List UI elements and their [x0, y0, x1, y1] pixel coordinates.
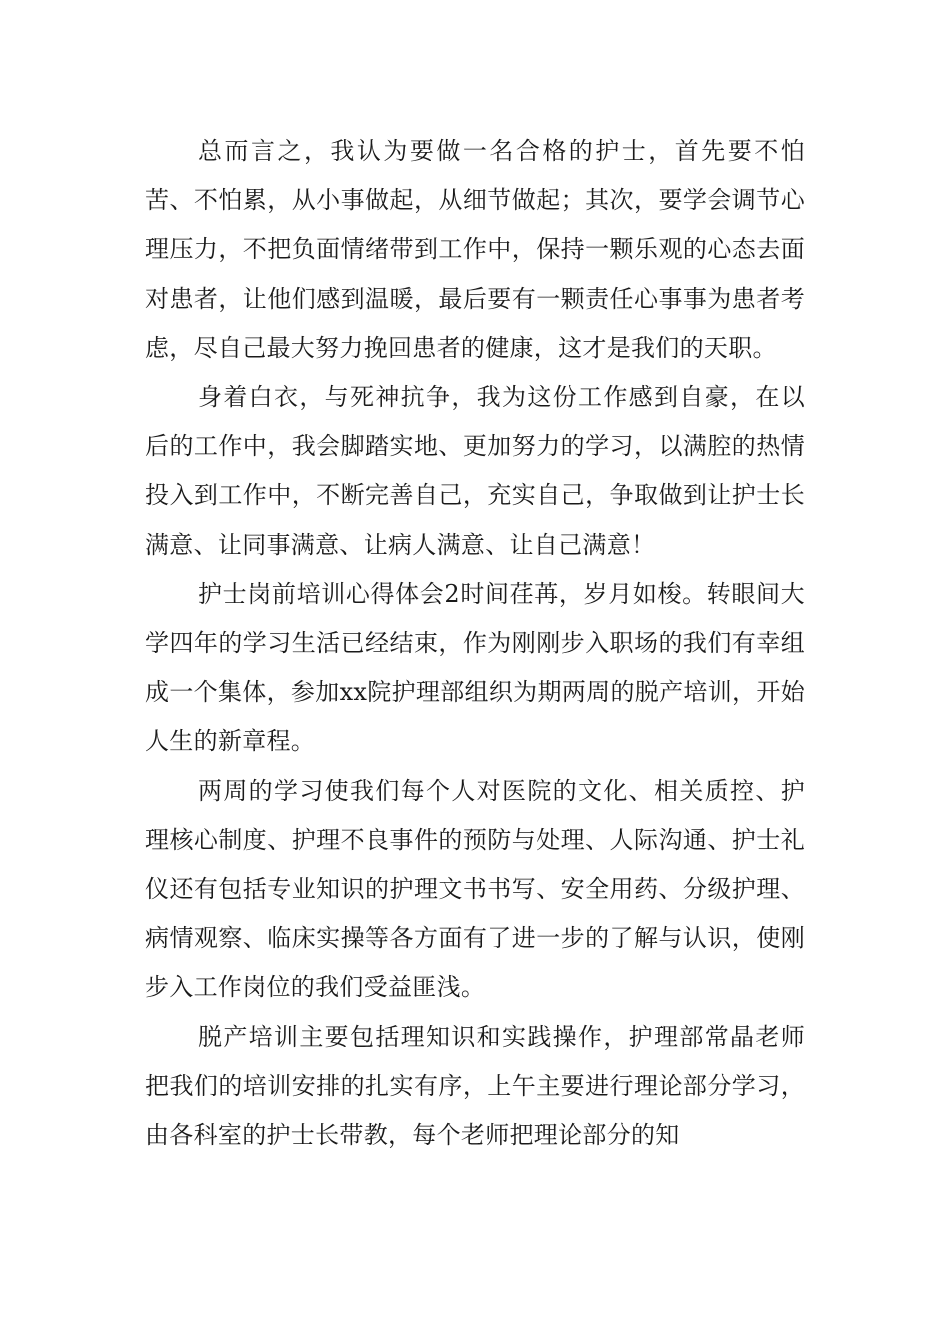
paragraph-2: 身着白衣，与死神抗争，我为这份工作感到自豪，在以后的工作中，我会脚踏实地、更加努力的学习，以满腔的热情投入到工作中，不断完善自己，充实自己，争取做到让护士长满意、让同事满意、让病人满意、让自己满意！: [145, 383, 805, 559]
paragraph-3: 护士岗前培训心得体会2时间荏苒，岁月如梭。转眼间大学四年的学习生活已经结束，作为刚刚步入职场的我们有幸组成一个集体，参加xx院护理部组织为期两周的脱产培训，开始人生的新章程。: [145, 579, 805, 756]
paragraph-1: 总而言之，我认为要做一名合格的护士，首先要不怕苦、不怕累，从小事做起，从细节做起；其次，要学会调节心理压力，不把负面情绪带到工作中，保持一颗乐观的心态去面对患者，让他们感到温暖，最后要有一颗责任心事事为患者考虑，尽自己最大努力挽回患者的健康，这才是我们的天职。: [145, 137, 805, 362]
paragraph-4: 两周的学习使我们每个人对医院的文化、相关质控、护理核心制度、护理不良事件的预防与处理、人际沟通、护士礼仪还有包括专业知识的护理文书书写、安全用药、分级护理、病情观察、临床实操等各方面有了进一步的了解与认识，使刚步入工作岗位的我们受益匪浅。: [145, 776, 805, 1002]
document-body: [145, 127, 805, 1160]
paragraph-5: 脱产培训主要包括理知识和实践操作，护理部常晶老师把我们的培训安排的扎实有序，上午主要进行理论部分学习，由各科室的护士长带教，每个老师把理论部分的知: [145, 1022, 805, 1150]
